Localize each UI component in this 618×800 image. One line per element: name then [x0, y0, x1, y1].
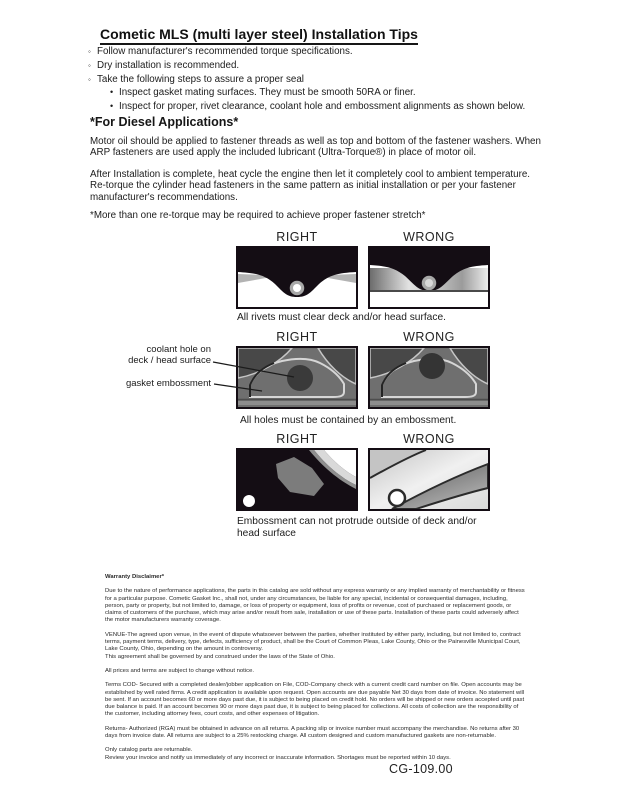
hole-outside-embossment-image — [368, 346, 490, 409]
list-item — [110, 100, 525, 114]
diesel-paragraph-1: Motor oil should be applied to fastener threads as well as top and bottom of the fastener washers. When ARP fasteners are used apply the included lubricant (Ultra-Torque®) in place of motor oil. — [90, 136, 541, 159]
embossment-right-diagram — [236, 346, 358, 409]
embossment-inside-deck-image — [236, 448, 358, 511]
legal-section — [105, 574, 525, 762]
list-item — [88, 45, 525, 59]
coolant-hole-label-line1: coolant hole on — [146, 344, 211, 355]
rivet-right-diagram — [236, 246, 358, 309]
returns-paragraph: Returns- Authorized (RGA) must be obtained in advance on all returns. A packing slip or invoice number must accompany the merchandise. No returns after 30 days from invoice date. All returns are subject to a 25% restocking charge. All custom designed and custom manufactured gaskets are non-returnable. — [105, 725, 520, 740]
diesel-paragraph-2: After Installation is complete, heat cycle the engine then let it completely cool to ambient temperature. Re-torque the cylinder head fasteners in the same pattern as initial installation or per your fastener manufacturer's recommendations. — [90, 169, 531, 203]
gasket-embossment-label: gasket embossment — [125, 378, 211, 389]
terms-paragraph: Terms COD- Secured with a completed dealer/jobber application on File, COD-Company check with a current credit card number on file. Open accounts may be established by well rated firms. A credit application is available upon request. Open accounts are due payable Net 30 days from date of invoice. No statement will be sent. If an account becomes 60 or more days past due, it is subject to being placed on credit hold. No orders will be shipped or new orders accepted until past due balance is paid. If an account becomes 90 or more days past due, it is subject to being placed for collections. All costs of collection are the responsibility of the customer, including attorney fees, court costs, and other expenses of litigation. — [105, 682, 525, 718]
rivet-wrong-diagram — [368, 246, 490, 309]
circle-bullet-icon: ◦ — [88, 74, 91, 84]
venue-paragraph: VENUE-The agreed upon venue, in the event of dispute whatsoever between the parties, whether instituted by either party, including, but not limited to, contract terms, payment terms, delivery, type, defects, sufficiency of product, shall be the Court of Common Pleas, Lake County, Ohio or the Painesville Municipal Court, Lake County, Ohio, depending on the amount in controversy. — [105, 631, 521, 653]
protrusion-wrong-diagram — [368, 448, 490, 511]
rivet-caption: All rivets must clear deck and/or head surface. — [237, 312, 446, 323]
wrong-header: WRONG — [403, 330, 455, 344]
circle-bullet-icon: ◦ — [88, 47, 91, 56]
embossment-outside-deck-image — [368, 448, 490, 511]
wrong-header: WRONG — [403, 432, 455, 446]
embossment-wrong-diagram — [368, 346, 490, 409]
coolant-hole-label — [91, 344, 211, 366]
dot-bullet-icon: • — [110, 87, 114, 98]
right-header: RIGHT — [276, 230, 318, 244]
circle-bullet-icon: ◦ — [88, 60, 91, 70]
tip-text: Inspect for proper, rivet clearance, coolant hole and embossment alignments as shown below. — [119, 101, 526, 113]
page-title: Cometic MLS (multi layer steel) Installation Tips — [100, 26, 418, 45]
rivet-hits-deck-image — [368, 246, 490, 309]
dot-bullet-icon: • — [110, 101, 114, 112]
diesel-applications-heading: *For Diesel Applications* — [90, 115, 239, 129]
right-header: RIGHT — [276, 432, 318, 446]
list-item — [88, 59, 525, 73]
tip-text: Dry installation is recommended. — [97, 59, 240, 71]
list-item — [88, 73, 525, 87]
prices-line: All prices and terms are subject to change without notice. — [105, 667, 254, 674]
retorque-note: *More than one re-torque may be required to achieve proper fastener stretch* — [90, 210, 426, 221]
installation-tips-list — [88, 45, 525, 114]
warranty-paragraph: Due to the nature of performance applications, the parts in this catalog are sold without any express warranty or any implied warranty of merchantability or fitness for a particular purpose. Cometic Gasket Inc., shall not, under any circumstances, be liable for any special, incidental or consequential damages, including, person, party or property, but not limited to, damage, or loss of property or equipment, loss of profits or revenue, cost of purchased or replacement goods, or claims of customers of the purchase, which may arise and/or result from sale, installation or use of these parts. Installation of these parts could adversely affect the motor manufacturers warranty coverage. — [105, 588, 525, 624]
catalog-parts-line: Only catalog parts are returnable. — [105, 747, 193, 754]
tip-text: Follow manufacturer's recommended torque specifications. — [97, 46, 353, 57]
protrusion-right-diagram — [236, 448, 358, 511]
tip-text: Inspect gasket mating surfaces. They must be smooth 50RA or finer. — [119, 87, 416, 99]
warranty-heading: Warranty Disclaimer* — [105, 574, 165, 580]
right-header: RIGHT — [276, 330, 318, 344]
list-item — [110, 86, 525, 100]
protrusion-caption: Embossment can not protrude outside of deck and/or head surface — [237, 516, 477, 539]
page-code: CG-109.00 — [389, 762, 453, 776]
rivet-clears-deck-image — [236, 246, 358, 309]
wrong-header: WRONG — [403, 230, 455, 244]
hole-inside-embossment-image — [236, 346, 358, 409]
embossment-caption: All holes must be contained by an embossment. — [240, 415, 457, 426]
review-invoice-line: Review your invoice and notify us immediately of any incorrect or inaccurate information. Shortages must be reported within 10 days. — [105, 754, 451, 761]
coolant-hole-label-line2: deck / head surface — [128, 355, 211, 366]
tip-text: Take the following steps to assure a proper seal — [97, 73, 304, 85]
governing-law-line: This agreement shall be governed by and construed under the laws of the State of Ohio. — [105, 653, 335, 660]
